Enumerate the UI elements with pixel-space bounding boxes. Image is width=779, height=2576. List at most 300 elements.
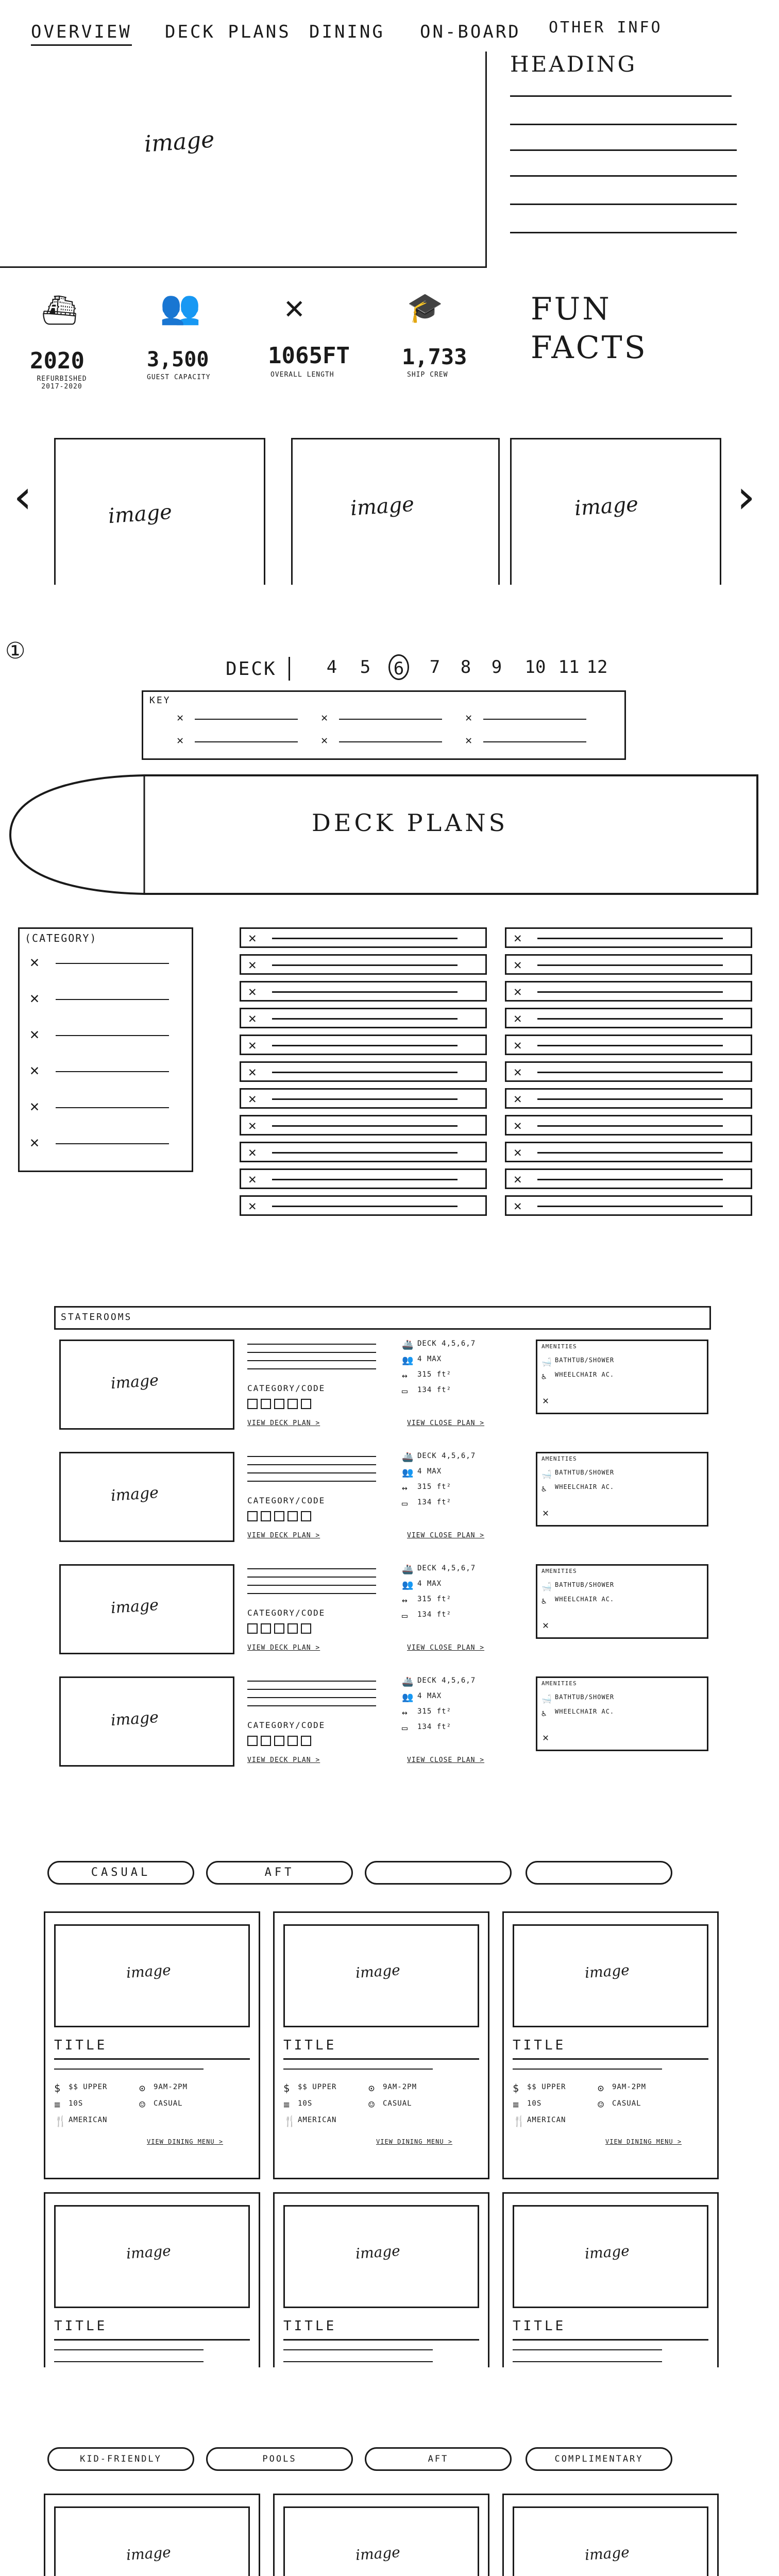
stateroom-checkbox[interactable] [247, 1623, 258, 1634]
hero-image-frame [0, 52, 487, 268]
category-label: (CATEGORY) [25, 932, 97, 944]
stateroom-text-line [247, 1681, 376, 1682]
deck-list-row[interactable] [505, 954, 752, 975]
deck-number[interactable]: 12 [586, 657, 608, 677]
category-panel [18, 927, 193, 1172]
deck-row-line [537, 964, 723, 966]
stateroom-category: CATEGORY/CODE [247, 1496, 326, 1505]
amenity-label: WHEELCHAIR AC. [555, 1483, 615, 1490]
deck-icon: 🚢 [402, 1340, 414, 1350]
key-marker-icon: ✕ [465, 711, 472, 724]
deck-list-row[interactable] [240, 1168, 487, 1189]
deck-row-line [272, 1098, 458, 1100]
stateroom-checkbox[interactable] [301, 1399, 311, 1409]
card-title: TITLE [283, 2318, 337, 2334]
guests-icon: 👥 [402, 1580, 414, 1590]
card-image-label: image [354, 1961, 401, 1981]
stat-value: 1,733 [402, 344, 467, 369]
key-entry-line [195, 719, 298, 720]
amenity-icon: 🛁 [541, 1357, 552, 1367]
deck-row-x-icon: ✕ [514, 1091, 522, 1107]
deck-row-line [537, 938, 723, 939]
category-check-icon[interactable]: ✕ [30, 1097, 40, 1115]
clock-icon: ⊙ [598, 2082, 604, 2094]
stateroom-checkbox[interactable] [274, 1399, 284, 1409]
stateroom-deck-plan-link[interactable]: VIEW DECK PLAN > [247, 1644, 320, 1652]
amenity-more-icon: ✕ [543, 1619, 549, 1631]
deck-icon: ≡ [54, 2098, 61, 2111]
nav-on-board[interactable]: ON-BOARD [420, 22, 521, 42]
guests-icon: 👥 [402, 1467, 414, 1478]
stateroom-deck-plan-link[interactable]: VIEW DECK PLAN > [247, 1532, 320, 1539]
category-item-line [56, 999, 169, 1000]
stateroom-checkbox[interactable] [301, 1511, 311, 1521]
stateroom-image-label: image [110, 1708, 159, 1730]
staterooms-title: STATEROOMS [61, 1312, 132, 1323]
key-entry-line [483, 719, 586, 720]
deck-row-x-icon: ✕ [248, 984, 257, 999]
stateroom-text-line [247, 1577, 376, 1578]
deck-list-row[interactable] [505, 1061, 752, 1082]
style-icon: ☺ [368, 2098, 375, 2111]
key-marker-icon: ✕ [177, 711, 184, 724]
stateroom-checkbox[interactable] [301, 1623, 311, 1634]
amenity-icon: 🛁 [541, 1582, 552, 1591]
deck-row-line [537, 1179, 723, 1180]
card-menu-link[interactable]: VIEW DINING MENU > [605, 2138, 682, 2145]
stateroom-text-line [247, 1585, 376, 1586]
deck-row-line [272, 1152, 458, 1154]
stateroom-extra: 134 ft² [417, 1386, 452, 1394]
stat-label: SHIP CREW [407, 371, 448, 379]
hero-text-line [510, 232, 737, 233]
amenity-icon: ♿ [541, 1596, 547, 1606]
deck-row-line [537, 1098, 723, 1100]
deck-list-row[interactable] [240, 981, 487, 1002]
amenity-more-icon: ✕ [543, 1394, 549, 1406]
deck-list-row[interactable] [240, 1088, 487, 1109]
deck-list-row[interactable] [505, 1008, 752, 1028]
key-marker-icon: ✕ [321, 734, 328, 747]
card-text-line [283, 2361, 433, 2362]
stateroom-text-line [247, 1568, 376, 1569]
section-marker: ① [5, 638, 26, 664]
deck-row-line [537, 1045, 723, 1046]
card-menu-link[interactable]: VIEW DINING MENU > [147, 2138, 224, 2145]
stateroom-text-line [247, 1464, 376, 1465]
filter-pill[interactable] [526, 1861, 672, 1885]
card-title-underline [513, 2339, 708, 2341]
stateroom-checkbox[interactable] [261, 1511, 271, 1521]
card-text-line [513, 2069, 662, 2070]
price-icon: $ [513, 2082, 519, 2094]
stateroom-text-line [247, 1689, 376, 1690]
stateroom-image-label: image [110, 1596, 159, 1618]
stat-label: GUEST CAPACITY [147, 374, 211, 381]
amenity-label: WHEELCHAIR AC. [555, 1596, 615, 1603]
stateroom-category: CATEGORY/CODE [247, 1720, 326, 1730]
stateroom-decks: DECK 4,5,6,7 [417, 1564, 476, 1572]
card-stat: CASUAL [383, 2099, 412, 2108]
size-icon: ↔ [402, 1595, 408, 1606]
clock-icon: ⊙ [139, 2082, 146, 2094]
card-stat: $$ UPPER [527, 2083, 566, 2091]
deck-row-x-icon: ✕ [248, 1011, 257, 1026]
stateroom-guests: 4 MAX [417, 1580, 442, 1588]
hero-text-line [510, 175, 737, 177]
card-stat: $$ UPPER [69, 2083, 108, 2091]
deck-number[interactable]: 8 [460, 657, 471, 677]
stateroom-category: CATEGORY/CODE [247, 1608, 326, 1618]
deck-row-line [537, 1125, 723, 1127]
card-title: TITLE [513, 2318, 566, 2334]
size-icon: ↔ [402, 1483, 408, 1494]
deck-icon: 🚢 [402, 1676, 414, 1687]
deck-row-x-icon: ✕ [248, 1091, 257, 1107]
cuisine-icon: 🍴 [54, 2115, 67, 2127]
card-text-line [54, 2361, 204, 2362]
deck-list-row[interactable] [240, 1195, 487, 1216]
category-item-line [56, 1035, 169, 1036]
hero-text-line [510, 149, 737, 151]
card-image [283, 2506, 479, 2576]
stateroom-checkbox[interactable] [274, 1511, 284, 1521]
deck-row-x-icon: ✕ [248, 930, 257, 946]
size-icon: ↔ [402, 1707, 408, 1718]
stateroom-size: 315 ft² [417, 1483, 452, 1491]
deck-row-line [272, 938, 458, 939]
stateroom-extra: 134 ft² [417, 1723, 452, 1731]
stateroom-checkbox[interactable] [247, 1399, 258, 1409]
style-icon: ☺ [598, 2098, 604, 2111]
card-image-label: image [354, 2544, 401, 2564]
stateroom-text-line [247, 1593, 376, 1594]
captain-hat-icon: 🎓 [407, 291, 443, 325]
amenities-title: AMENITIES [541, 1343, 577, 1350]
deck-row-x-icon: ✕ [514, 1172, 522, 1187]
card-image [54, 2506, 250, 2576]
stateroom-text-line [247, 1481, 376, 1482]
deck-row-x-icon: ✕ [514, 984, 522, 999]
carousel-image-label: image [349, 492, 415, 521]
fun-facts-line2: FACTS [531, 330, 648, 366]
card-image-label: image [584, 2242, 630, 2262]
deck-number[interactable]: 7 [429, 657, 441, 677]
deck-selector-label: DECK [226, 658, 277, 680]
area-icon: ▭ [402, 1611, 408, 1621]
stateroom-guests: 4 MAX [417, 1467, 442, 1476]
deck-row-x-icon: ✕ [248, 1172, 257, 1187]
card-stat: AMERICAN [69, 2116, 108, 2124]
deck-list-row[interactable] [505, 1115, 752, 1136]
hero-text-line [510, 204, 737, 205]
stateroom-category: CATEGORY/CODE [247, 1383, 326, 1393]
deck-list-row[interactable] [505, 1088, 752, 1109]
card-stat: AMERICAN [527, 2116, 566, 2124]
guests-icon: 👥 [402, 1692, 414, 1703]
deck-icon: ≡ [513, 2098, 519, 2111]
deck-number[interactable]: 9 [491, 657, 502, 677]
stateroom-text-line [247, 1352, 376, 1353]
amenity-label: BATHTUB/SHOWER [555, 1357, 615, 1364]
stateroom-size: 315 ft² [417, 1370, 452, 1379]
card-image-label: image [125, 1961, 172, 1981]
length-icon: ✕ [284, 289, 304, 327]
category-check-icon[interactable]: ✕ [30, 1061, 40, 1079]
filter-pill[interactable]: AFT [206, 1861, 353, 1885]
card-title-underline [54, 2058, 250, 2060]
amenities-title: AMENITIES [541, 1680, 577, 1687]
stateroom-checkbox[interactable] [287, 1399, 298, 1409]
hero-text-line [510, 95, 732, 97]
deck-row-line [537, 1072, 723, 1073]
card-menu-link[interactable]: VIEW DINING MENU > [376, 2138, 453, 2145]
deck-list-row[interactable] [505, 981, 752, 1002]
stateroom-amenities-box [536, 1340, 708, 1414]
amenity-icon: ♿ [541, 1708, 547, 1718]
deck-key-panel [142, 690, 626, 760]
deck-list-row[interactable] [240, 927, 487, 948]
stateroom-text-line [247, 1368, 376, 1369]
card-title-underline [54, 2339, 250, 2341]
card-title: TITLE [54, 2038, 108, 2053]
amenities-title: AMENITIES [541, 1455, 577, 1462]
deck-icon: 🚢 [402, 1564, 414, 1575]
card-image-label: image [354, 2242, 401, 2262]
deck-number[interactable]: 10 [524, 657, 546, 677]
deck-icon: 🚢 [402, 1452, 414, 1463]
amenity-label: BATHTUB/SHOWER [555, 1581, 615, 1588]
stat-value: 1065FT [268, 343, 350, 369]
deck-row-x-icon: ✕ [248, 1198, 257, 1214]
card-text-line [283, 2069, 433, 2070]
card-image-label: image [584, 2544, 630, 2564]
category-item-line [56, 963, 169, 964]
deck-row-line [537, 1206, 723, 1207]
key-marker-icon: ✕ [177, 734, 184, 747]
deck-row-x-icon: ✕ [514, 1038, 522, 1053]
stateroom-checkbox[interactable] [301, 1736, 311, 1746]
carousel-prev-button[interactable]: ‹ [9, 470, 38, 524]
deck-list-row[interactable] [240, 1035, 487, 1055]
stateroom-amenities-box [536, 1452, 708, 1527]
key-entry-line [339, 741, 442, 742]
stateroom-text-line [247, 1456, 376, 1457]
stateroom-checkbox[interactable] [261, 1623, 271, 1634]
deck-list-row[interactable] [505, 1035, 752, 1055]
card-title-underline [513, 2058, 708, 2060]
guests-icon: 👥 [402, 1355, 414, 1366]
deck-row-x-icon: ✕ [514, 1118, 522, 1133]
amenity-label: WHEELCHAIR AC. [555, 1371, 615, 1378]
card-title: TITLE [513, 2038, 566, 2053]
deck-row-x-icon: ✕ [248, 957, 257, 973]
card-image-label: image [125, 2242, 172, 2262]
category-item-line [56, 1107, 169, 1108]
fun-facts-line1: FUN [531, 291, 612, 327]
amenity-label: WHEELCHAIR AC. [555, 1708, 615, 1715]
stateroom-text-line [247, 1705, 376, 1706]
card-title: TITLE [283, 2038, 337, 2053]
stateroom-guests: 4 MAX [417, 1355, 442, 1363]
deck-row-line [537, 991, 723, 993]
area-icon: ▭ [402, 1723, 408, 1734]
stat-label: REFURBISHED 2017-2020 [37, 375, 87, 391]
stateroom-close-plan-link[interactable]: VIEW CLOSE PLAN > [407, 1419, 485, 1427]
filter-pill[interactable]: POOLS [206, 2447, 353, 2471]
stateroom-checkbox[interactable] [274, 1623, 284, 1634]
deck-row-x-icon: ✕ [248, 1064, 257, 1080]
stateroom-close-plan-link[interactable]: VIEW CLOSE PLAN > [407, 1644, 485, 1652]
category-check-icon[interactable]: ✕ [30, 1133, 40, 1151]
stateroom-decks: DECK 4,5,6,7 [417, 1340, 476, 1348]
nav-overview[interactable]: OVERVIEW [31, 22, 132, 46]
card-stat: 9AM-2PM [383, 2083, 417, 2091]
stateroom-extra: 134 ft² [417, 1611, 452, 1619]
stateroom-size: 315 ft² [417, 1595, 452, 1603]
stateroom-size: 315 ft² [417, 1707, 452, 1716]
amenity-label: BATHTUB/SHOWER [555, 1469, 615, 1476]
amenity-icon: 🛁 [541, 1469, 552, 1479]
key-entry-line [483, 741, 586, 742]
deck-list-row[interactable] [240, 1142, 487, 1162]
deck-row-x-icon: ✕ [514, 930, 522, 946]
stateroom-checkbox[interactable] [287, 1511, 298, 1521]
deck-icon: ≡ [283, 2098, 290, 2111]
card-title-underline [283, 2058, 479, 2060]
stateroom-checkbox[interactable] [287, 1736, 298, 1746]
card-stat: 9AM-2PM [154, 2083, 188, 2091]
card-text-line [513, 2349, 662, 2350]
deck-list-row[interactable] [505, 1142, 752, 1162]
stateroom-deck-plan-link[interactable]: VIEW DECK PLAN > [247, 1419, 320, 1427]
deck-row-x-icon: ✕ [514, 1198, 522, 1214]
filter-pill[interactable]: KID-FRIENDLY [47, 2447, 194, 2471]
nav-deck-plans[interactable]: DECK PLANS [165, 22, 291, 42]
carousel-next-button[interactable]: › [732, 470, 760, 524]
stateroom-checkbox[interactable] [261, 1399, 271, 1409]
stateroom-text-line [247, 1472, 376, 1473]
amenity-icon: 🛁 [541, 1694, 552, 1704]
nav-dining[interactable]: DINING [309, 22, 385, 42]
amenities-title: AMENITIES [541, 1568, 577, 1574]
stateroom-checkbox[interactable] [287, 1623, 298, 1634]
stateroom-deck-plan-link[interactable]: VIEW DECK PLAN > [247, 1756, 320, 1764]
amenity-more-icon: ✕ [543, 1506, 549, 1519]
amenity-icon: ♿ [541, 1371, 547, 1381]
deck-row-line [272, 1206, 458, 1207]
category-check-icon[interactable]: ✕ [30, 1025, 40, 1043]
amenity-icon: ♿ [541, 1484, 547, 1494]
stateroom-text-line [247, 1697, 376, 1698]
stat-label: OVERALL LENGTH [270, 371, 334, 379]
stat-value: 2020 [30, 348, 84, 374]
deck-row-line [272, 991, 458, 993]
stateroom-close-plan-link[interactable]: VIEW CLOSE PLAN > [407, 1532, 485, 1539]
price-icon: $ [54, 2082, 61, 2094]
deck-list-row[interactable] [505, 1168, 752, 1189]
deck-row-line [272, 1018, 458, 1020]
deck-row-x-icon: ✕ [514, 1011, 522, 1026]
deck-row-x-icon: ✕ [248, 1118, 257, 1133]
card-stat: $$ UPPER [298, 2083, 337, 2091]
stateroom-text-line [247, 1344, 376, 1345]
deck-list-row[interactable] [240, 1115, 487, 1136]
deck-number[interactable]: 4 [326, 657, 337, 677]
stateroom-checkbox[interactable] [247, 1736, 258, 1746]
ship-icon: ⛴ [41, 294, 78, 327]
key-marker-icon: ✕ [321, 711, 328, 724]
nav-other-info[interactable]: OTHER INFO [549, 19, 663, 37]
deck-list-row[interactable] [240, 954, 487, 975]
stat-value: 3,500 [147, 348, 209, 371]
deck-row-x-icon: ✕ [248, 1038, 257, 1053]
stateroom-amenities-box [536, 1564, 708, 1639]
deck-list-row[interactable] [240, 1008, 487, 1028]
size-icon: ↔ [402, 1370, 408, 1381]
filter-pill[interactable]: COMPLIMENTARY [526, 2447, 672, 2471]
stateroom-close-plan-link[interactable]: VIEW CLOSE PLAN > [407, 1756, 485, 1764]
deck-list-row[interactable] [505, 927, 752, 948]
hero-image-label: image [143, 126, 215, 158]
style-icon: ☺ [139, 2098, 146, 2111]
key-marker-icon: ✕ [465, 734, 472, 747]
staterooms-header [54, 1306, 711, 1330]
stateroom-image-label: image [110, 1483, 159, 1505]
amenity-more-icon: ✕ [543, 1731, 549, 1743]
card-stat: 10S [527, 2099, 542, 2108]
deck-key-label: KEY [149, 695, 171, 706]
stateroom-amenities-box [536, 1676, 708, 1751]
card-image [513, 2506, 708, 2576]
filter-pill[interactable]: AFT [365, 2447, 512, 2471]
stateroom-extra: 134 ft² [417, 1498, 452, 1506]
deck-list-row[interactable] [505, 1195, 752, 1216]
deck-list-row[interactable] [240, 1061, 487, 1082]
deck-row-x-icon: ✕ [248, 1145, 257, 1160]
filter-pill[interactable]: CASUAL [47, 1861, 194, 1885]
card-stat: CASUAL [612, 2099, 641, 2108]
price-icon: $ [283, 2082, 290, 2094]
stateroom-decks: DECK 4,5,6,7 [417, 1452, 476, 1460]
category-check-icon[interactable]: ✕ [30, 989, 40, 1007]
area-icon: ▭ [402, 1386, 408, 1397]
deck-number-selected[interactable]: 6 [388, 654, 409, 680]
hero-heading: HEADING [510, 52, 637, 77]
category-check-icon[interactable]: ✕ [30, 953, 40, 971]
card-stat: 10S [298, 2099, 313, 2108]
carousel-image-label: image [573, 492, 639, 521]
deck-row-x-icon: ✕ [514, 957, 522, 973]
stateroom-checkbox[interactable] [247, 1511, 258, 1521]
card-text-line [513, 2361, 662, 2362]
guests-icon: 👥 [160, 289, 201, 327]
deck-row-x-icon: ✕ [514, 1145, 522, 1160]
key-entry-line [195, 741, 298, 742]
stateroom-checkbox[interactable] [261, 1736, 271, 1746]
carousel-image-label: image [107, 500, 173, 529]
deck-row-line [272, 964, 458, 966]
stateroom-checkbox[interactable] [274, 1736, 284, 1746]
filter-pill[interactable] [365, 1861, 512, 1885]
deck-row-line [537, 1152, 723, 1154]
cuisine-icon: 🍴 [513, 2115, 526, 2127]
category-item-line [56, 1143, 169, 1144]
deck-number[interactable]: 5 [360, 657, 371, 677]
card-stat: 10S [69, 2099, 83, 2108]
deck-number[interactable]: 11 [558, 657, 580, 677]
card-title: TITLE [54, 2318, 108, 2334]
